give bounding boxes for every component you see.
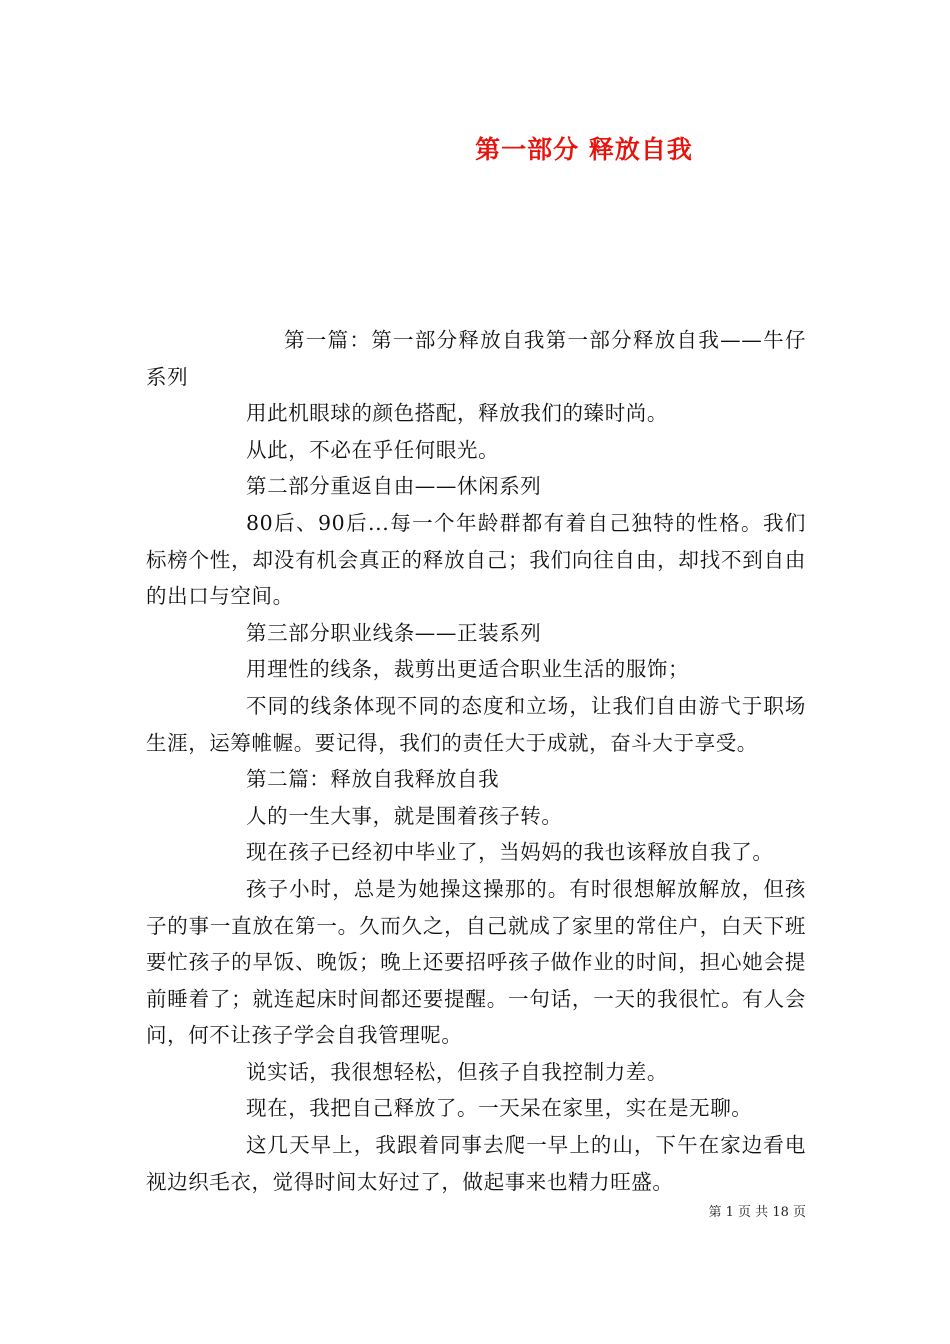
paragraph: 80后、90后...每一个年龄群都有着自己独特的性格。我们标榜个性，却没有机会真正的释放自己；我们向往自由，却找不到自由的出口与空间。 (146, 510, 806, 609)
paragraph: 用理性的线条，裁剪出更适合职业生活的服饰； (246, 657, 690, 682)
paragraph: 这几天早上，我跟着同事去爬一早上的山，下午在家边看电视边织毛衣，觉得时间太好过了，做起事来也精力旺盛。 (146, 1133, 806, 1194)
paragraph: 现在，我把自己释放了。一天呆在家里，实在是无聊。 (246, 1096, 753, 1121)
paragraph: 说实话，我很想轻松，但孩子自我控制力差。 (246, 1059, 668, 1084)
paragraph: 用此机眼球的颜色搭配，释放我们的臻时尚。 (246, 401, 668, 426)
paragraph: 现在孩子已经初中毕业了，当妈妈的我也该释放自我了。 (246, 840, 774, 865)
paragraph: 人的一生大事，就是围着孩子转。 (246, 803, 563, 828)
paragraph: 第二篇：释放自我释放自我 (246, 767, 500, 792)
document-body (146, 322, 806, 1200)
page-number: 第 1 页 共 18 页 (708, 1205, 806, 1220)
paragraph: 第一篇：第一部分释放自我第一部分释放自我——牛仔系列 (146, 328, 806, 389)
paragraph: 第二部分重返自由——休闲系列 (246, 474, 542, 499)
paragraph: 不同的线条体现不同的态度和立场，让我们自由游弋于职场生涯，运筹帷幄。要记得，我们的责任大于成就，奋斗大于享受。 (146, 693, 806, 755)
paragraph: 孩子小时，总是为她操这操那的。有时很想解放解放，但孩子的事一直放在第一。久而久之，自己就成了家里的常住户，白天下班要忙孩子的早饭、晚饭；晚上还要招呼孩子做作业的时间，担心她会提前睡着了；就连起床时间都还要提醒。一句话，一天的我很忙。有人会问，何不让孩子学会自我管理呢。 (146, 876, 806, 1048)
paragraph: 从此，不必在乎任何眼光。 (246, 437, 500, 462)
paragraph: 第三部分职业线条——正装系列 (246, 620, 542, 645)
document-title: 第一部分 释放自我 (475, 135, 693, 164)
